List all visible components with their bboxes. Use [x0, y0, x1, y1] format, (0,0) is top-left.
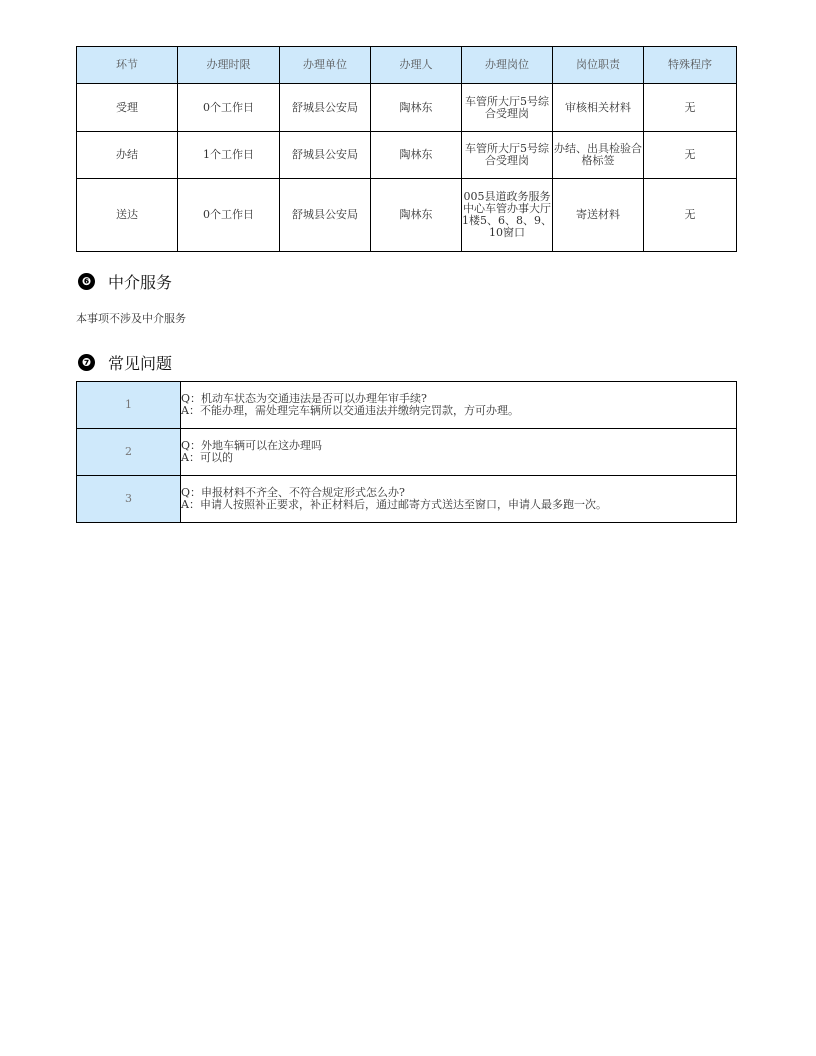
cell-stage: 受理	[77, 84, 178, 132]
table-row	[77, 84, 737, 132]
faq-row	[77, 382, 737, 429]
header-handler: 办理人	[371, 47, 462, 84]
faq-question: Q：外地车辆可以在这办理吗	[181, 439, 323, 452]
faq-number: 1	[77, 382, 181, 429]
agency-section-title: 中介服务	[108, 272, 173, 292]
cell-unit: 舒城县公安局	[280, 179, 371, 252]
header-stage: 环节	[77, 47, 178, 84]
cell-post: 005县道政务服务中心车管办事大厅1楼5、6、8、9、10窗口	[462, 179, 553, 252]
faq-content	[181, 429, 737, 476]
faq-answer: A：申请人按照补正要求，补正材料后，通过邮寄方式送达至窗口，申请人最多跑一次。	[181, 498, 607, 511]
cell-post: 车管所大厅5号综合受理岗	[462, 84, 553, 132]
agency-section-text: 本事项不涉及中介服务	[76, 312, 186, 325]
faq-number: 3	[77, 476, 181, 523]
table-row	[77, 179, 737, 252]
cell-handler: 陶林东	[371, 84, 462, 132]
table-row	[77, 132, 737, 179]
faq-answer: A：不能办理，需处理完车辆所以交通违法并缴纳完罚款，方可办理。	[181, 404, 519, 417]
cell-time-limit: 0个工作日	[178, 84, 280, 132]
cell-stage: 送达	[77, 179, 178, 252]
faq-table	[76, 381, 737, 523]
header-special: 特殊程序	[644, 47, 737, 84]
faq-section-heading	[78, 352, 172, 372]
cell-special: 无	[644, 84, 737, 132]
cell-duty: 办结、出具检验合格标签	[553, 132, 644, 179]
agency-section-heading	[78, 271, 172, 291]
cell-special: 无	[644, 132, 737, 179]
cell-stage: 办结	[77, 132, 178, 179]
cell-handler: 陶林东	[371, 179, 462, 252]
cell-time-limit: 0个工作日	[178, 179, 280, 252]
faq-number: 2	[77, 429, 181, 476]
cell-handler: 陶林东	[371, 132, 462, 179]
cell-duty: 审核相关材料	[553, 84, 644, 132]
process-table	[76, 46, 737, 252]
faq-row	[77, 429, 737, 476]
faq-content	[181, 476, 737, 523]
header-time-limit: 办理时限	[178, 47, 280, 84]
header-unit: 办理单位	[280, 47, 371, 84]
cell-special: 无	[644, 179, 737, 252]
header-post: 办理岗位	[462, 47, 553, 84]
faq-section-title: 常见问题	[108, 353, 173, 373]
cell-duty: 寄送材料	[553, 179, 644, 252]
faq-question: Q：机动车状态为交通违法是否可以办理年审手续?	[181, 392, 427, 405]
header-duty: 岗位职责	[553, 47, 644, 84]
cell-time-limit: 1个工作日	[178, 132, 280, 179]
faq-answer: A：可以的	[181, 451, 233, 464]
faq-row	[77, 476, 737, 523]
faq-question: Q：申报材料不齐全、不符合规定形式怎么办?	[181, 486, 405, 499]
cell-post: 车管所大厅5号综合受理岗	[462, 132, 553, 179]
number-seven-icon: ❼	[78, 354, 95, 371]
number-six-icon: ❻	[78, 273, 95, 290]
faq-content	[181, 382, 737, 429]
cell-unit: 舒城县公安局	[280, 84, 371, 132]
cell-unit: 舒城县公安局	[280, 132, 371, 179]
process-table-header-row	[77, 47, 737, 84]
